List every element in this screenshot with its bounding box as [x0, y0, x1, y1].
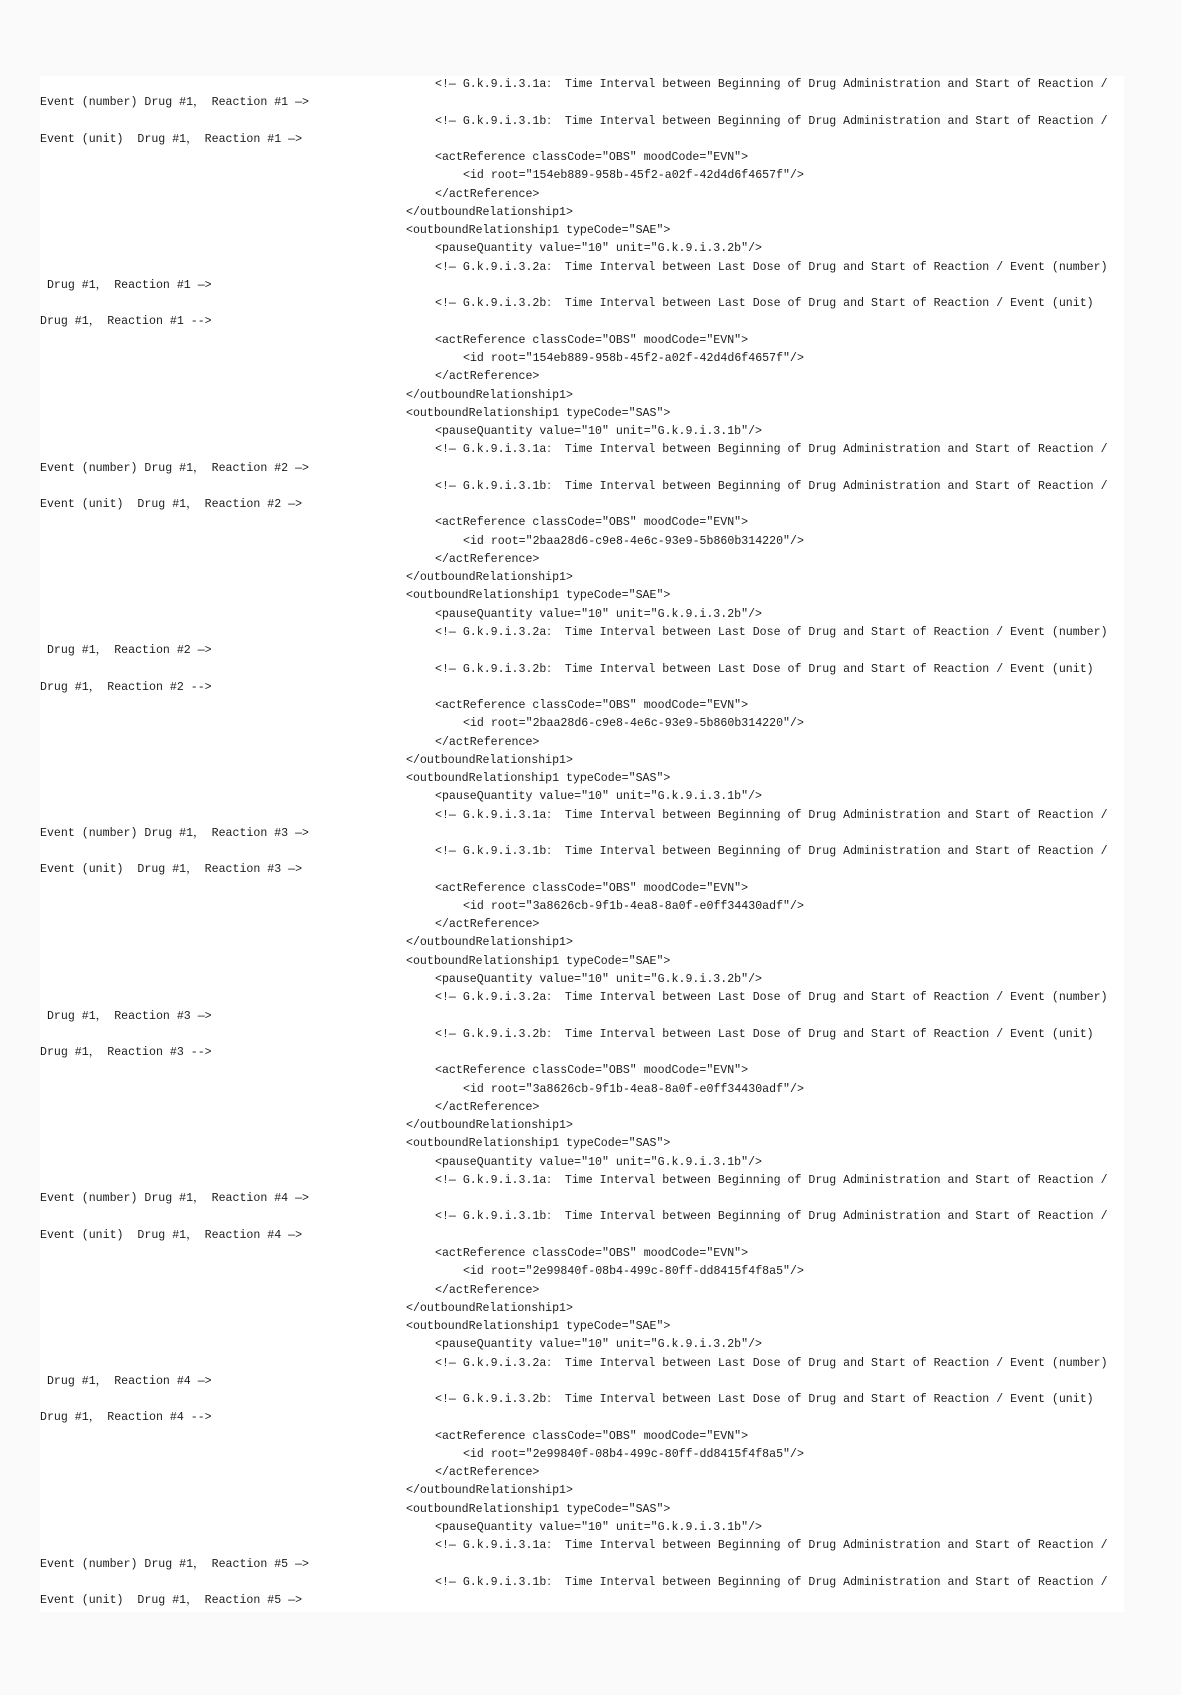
xml-code-text: </outboundRelationship1>	[406, 753, 573, 767]
code-line	[40, 1081, 1124, 1099]
xml-code-text: <!— G.k.9.i.3.2a： Time Interval between Last Dose of Drug and Start of Reaction / Event (number)	[435, 1356, 1108, 1370]
xml-code-text: <outboundRelationship1 typeCode="SAE">	[406, 224, 671, 238]
xml-code-text: <pauseQuantity value="10" unit="G.k.9.i.3.1b"/>	[435, 790, 762, 804]
xml-code-text: <!— G.k.9.i.3.1a： Time Interval between Beginning of Drug Administration and Start of Reaction /	[435, 443, 1108, 457]
xml-code-text: <id root="154eb889-958b-45f2-a02f-42d4d6f4657f"/>	[463, 351, 804, 365]
code-line	[40, 642, 1124, 660]
code-line	[40, 222, 1124, 240]
xml-code-text: <actReference classCode="OBS" moodCode="EVN">	[435, 516, 749, 530]
xml-code-text: </actReference>	[435, 1100, 540, 1114]
xml-code-text: <outboundRelationship1 typeCode="SAS">	[406, 772, 671, 786]
code-line	[40, 295, 1124, 313]
code-line	[40, 1208, 1124, 1226]
xml-code-text: <outboundRelationship1 typeCode="SAS">	[406, 1137, 671, 1151]
xml-code-text: <id root="2e99840f-08b4-499c-80ff-dd8415f4f8a5"/>	[463, 1447, 804, 1461]
xml-code-text: <id root="3a8626cb-9f1b-4ea8-8a0f-e0ff34430adf"/>	[463, 1082, 804, 1096]
xml-code-text: </outboundRelationship1>	[406, 1119, 573, 1133]
code-line	[40, 1135, 1124, 1153]
code-line	[40, 569, 1124, 587]
code-line	[40, 149, 1124, 167]
code-line	[40, 898, 1124, 916]
xml-code-text: <!— G.k.9.i.3.1a： Time Interval between Beginning of Drug Administration and Start of Reaction /	[435, 808, 1108, 822]
code-line	[40, 460, 1124, 478]
code-line	[40, 1501, 1124, 1519]
xml-code-text: <!— G.k.9.i.3.2a： Time Interval between Last Dose of Drug and Start of Reaction / Event (number)	[435, 625, 1108, 639]
xml-code-text: </actReference>	[435, 918, 540, 932]
code-line	[40, 204, 1124, 222]
code-line	[40, 496, 1124, 514]
xml-code-text: <outboundRelationship1 typeCode="SAS">	[406, 406, 671, 420]
xml-code-text: </actReference>	[435, 370, 540, 384]
code-line	[40, 1008, 1124, 1026]
xml-code-text: <!— G.k.9.i.3.1b： Time Interval between Beginning of Drug Administration and Start of Reaction /	[435, 1575, 1108, 1589]
wrapped-comment-continuation: Event (number) Drug #1， Reaction #4 —>	[40, 1192, 310, 1206]
wrapped-comment-continuation: Drug #1， Reaction #2 -->	[40, 680, 212, 694]
code-line	[40, 1062, 1124, 1080]
xml-code-text: <outboundRelationship1 typeCode="SAS">	[406, 1502, 671, 1516]
code-line	[40, 934, 1124, 952]
xml-code-text: <pauseQuantity value="10" unit="G.k.9.i.3.1b"/>	[435, 425, 762, 439]
xml-code-text: </actReference>	[435, 187, 540, 201]
xml-code-text: <id root="3a8626cb-9f1b-4ea8-8a0f-e0ff34430adf"/>	[463, 899, 804, 913]
code-line	[40, 916, 1124, 934]
xml-code-text: <!— G.k.9.i.3.2a： Time Interval between Last Dose of Drug and Start of Reaction / Event (number)	[435, 991, 1108, 1005]
code-line	[40, 1373, 1124, 1391]
xml-code-text: </actReference>	[435, 552, 540, 566]
code-line	[40, 1282, 1124, 1300]
code-line	[40, 1117, 1124, 1135]
xml-code-text: <!— G.k.9.i.3.1a： Time Interval between Beginning of Drug Administration and Start of Reaction /	[435, 1173, 1108, 1187]
code-line	[40, 587, 1124, 605]
xml-code-text: </outboundRelationship1>	[406, 1301, 573, 1315]
code-line	[40, 1099, 1124, 1117]
wrapped-comment-continuation: Event (unit) Drug #1， Reaction #5 —>	[40, 1594, 303, 1608]
xml-code-text: <actReference classCode="OBS" moodCode="EVN">	[435, 881, 749, 895]
code-listing	[40, 76, 1124, 1610]
xml-code-text: </outboundRelationship1>	[406, 936, 573, 950]
document-page	[40, 76, 1124, 1612]
xml-code-text: <actReference classCode="OBS" moodCode="EVN">	[435, 333, 749, 347]
code-line	[40, 551, 1124, 569]
code-line	[40, 94, 1124, 112]
xml-code-text: </actReference>	[435, 1466, 540, 1480]
xml-code-text: <!— G.k.9.i.3.1a： Time Interval between Beginning of Drug Administration and Start of Reaction /	[435, 78, 1108, 91]
xml-code-text: <actReference classCode="OBS" moodCode="EVN">	[435, 699, 749, 713]
wrapped-comment-continuation: Event (unit) Drug #1， Reaction #1 —>	[40, 132, 303, 146]
xml-code-text: <!— G.k.9.i.3.1b： Time Interval between Beginning of Drug Administration and Start of Reaction /	[435, 845, 1108, 859]
code-line	[40, 1026, 1124, 1044]
xml-code-text: </outboundRelationship1>	[406, 388, 573, 402]
xml-code-text: <id root="2baa28d6-c9e8-4e6c-93e9-5b860b314220"/>	[463, 534, 804, 548]
code-line	[40, 332, 1124, 350]
code-line	[40, 1446, 1124, 1464]
code-line	[40, 624, 1124, 642]
code-line	[40, 861, 1124, 879]
wrapped-comment-continuation: Event (number) Drug #1， Reaction #2 —>	[40, 461, 310, 475]
xml-code-text: <outboundRelationship1 typeCode="SAE">	[406, 954, 671, 968]
xml-code-text: <!— G.k.9.i.3.1b： Time Interval between Beginning of Drug Administration and Start of Reaction /	[435, 479, 1108, 493]
xml-code-text: <actReference classCode="OBS" moodCode="EVN">	[435, 1429, 749, 1443]
code-line	[40, 880, 1124, 898]
code-line	[40, 387, 1124, 405]
wrapped-comment-continuation: Drug #1， Reaction #3 -->	[40, 1046, 212, 1060]
code-line	[40, 661, 1124, 679]
xml-code-text: <id root="154eb889-958b-45f2-a02f-42d4d6f4657f"/>	[463, 169, 804, 183]
wrapped-comment-continuation: Event (unit) Drug #1， Reaction #4 —>	[40, 1228, 303, 1242]
code-line	[40, 807, 1124, 825]
wrapped-comment-continuation: Event (unit) Drug #1， Reaction #3 —>	[40, 863, 303, 877]
code-line	[40, 277, 1124, 295]
xml-code-text: <pauseQuantity value="10" unit="G.k.9.i.3.2b"/>	[435, 973, 762, 987]
xml-code-text: <!— G.k.9.i.3.1a： Time Interval between Beginning of Drug Administration and Start of Reaction /	[435, 1539, 1108, 1553]
xml-code-text: <!— G.k.9.i.3.2a： Time Interval between Last Dose of Drug and Start of Reaction / Event (number)	[435, 260, 1108, 274]
xml-code-text: <pauseQuantity value="10" unit="G.k.9.i.3.2b"/>	[435, 1338, 762, 1352]
xml-code-text: <pauseQuantity value="10" unit="G.k.9.i.3.2b"/>	[435, 242, 762, 256]
code-line	[40, 313, 1124, 331]
code-line	[40, 259, 1124, 277]
wrapped-comment-continuation: Drug #1， Reaction #4 -->	[40, 1411, 212, 1425]
code-line	[40, 167, 1124, 185]
xml-code-text: <!— G.k.9.i.3.2b： Time Interval between Last Dose of Drug and Start of Reaction / Event (unit)	[435, 1393, 1094, 1407]
xml-code-text: <actReference classCode="OBS" moodCode="EVN">	[435, 1064, 749, 1078]
code-line	[40, 514, 1124, 532]
xml-code-text: </outboundRelationship1>	[406, 1484, 573, 1498]
xml-code-text: </actReference>	[435, 735, 540, 749]
code-line	[40, 1227, 1124, 1245]
wrapped-comment-continuation: Drug #1， Reaction #1 —>	[40, 278, 212, 292]
xml-code-text: <actReference classCode="OBS" moodCode="EVN">	[435, 1247, 749, 1260]
code-line	[40, 825, 1124, 843]
xml-code-text: <!— G.k.9.i.3.1b： Time Interval between Beginning of Drug Administration and Start of Reaction /	[435, 114, 1108, 128]
wrapped-comment-continuation: Drug #1， Reaction #4 —>	[40, 1374, 212, 1388]
code-line	[40, 1336, 1124, 1354]
xml-code-text: <pauseQuantity value="10" unit="G.k.9.i.3.1b"/>	[435, 1520, 762, 1534]
xml-code-text: <!— G.k.9.i.3.2b： Time Interval between Last Dose of Drug and Start of Reaction / Event (unit)	[435, 297, 1094, 311]
code-line	[40, 1318, 1124, 1336]
code-line	[40, 734, 1124, 752]
wrapped-comment-continuation: Drug #1， Reaction #2 —>	[40, 644, 212, 658]
code-line	[40, 843, 1124, 861]
code-line	[40, 715, 1124, 733]
wrapped-comment-continuation: Event (number) Drug #1， Reaction #5 —>	[40, 1557, 310, 1571]
code-line	[40, 1300, 1124, 1318]
code-line	[40, 1154, 1124, 1172]
xml-code-text: </actReference>	[435, 1283, 540, 1297]
wrapped-comment-continuation: Event (number) Drug #1， Reaction #1 —>	[40, 96, 310, 110]
code-line	[40, 1464, 1124, 1482]
xml-code-text: <pauseQuantity value="10" unit="G.k.9.i.3.2b"/>	[435, 607, 762, 621]
wrapped-comment-continuation: Event (number) Drug #1， Reaction #3 —>	[40, 826, 310, 840]
code-line	[40, 76, 1124, 94]
xml-code-text: </outboundRelationship1>	[406, 571, 573, 585]
xml-code-text: <outboundRelationship1 typeCode="SAE">	[406, 589, 671, 603]
xml-code-text: <!— G.k.9.i.3.2b： Time Interval between Last Dose of Drug and Start of Reaction / Event (unit)	[435, 662, 1094, 676]
code-line	[40, 1482, 1124, 1500]
code-line	[40, 350, 1124, 368]
code-line	[40, 697, 1124, 715]
code-line	[40, 441, 1124, 459]
code-line	[40, 405, 1124, 423]
xml-code-text: <outboundRelationship1 typeCode="SAE">	[406, 1320, 671, 1334]
code-line	[40, 240, 1124, 258]
xml-code-text: <id root="2e99840f-08b4-499c-80ff-dd8415f4f8a5"/>	[463, 1265, 804, 1279]
code-line	[40, 1409, 1124, 1427]
code-line	[40, 368, 1124, 386]
code-line	[40, 1556, 1124, 1574]
code-line	[40, 113, 1124, 131]
code-line	[40, 679, 1124, 697]
code-line	[40, 788, 1124, 806]
code-line	[40, 752, 1124, 770]
code-line	[40, 131, 1124, 149]
xml-code-text: <id root="2baa28d6-c9e8-4e6c-93e9-5b860b314220"/>	[463, 717, 804, 731]
wrapped-comment-continuation: Drug #1， Reaction #3 —>	[40, 1009, 212, 1023]
code-line	[40, 1172, 1124, 1190]
code-line	[40, 1574, 1124, 1592]
xml-code-text: </outboundRelationship1>	[406, 205, 573, 219]
code-line	[40, 1245, 1124, 1263]
code-line	[40, 1537, 1124, 1555]
code-line	[40, 770, 1124, 788]
code-line	[40, 606, 1124, 624]
code-line	[40, 478, 1124, 496]
code-line	[40, 1044, 1124, 1062]
code-line	[40, 1263, 1124, 1281]
code-line	[40, 1428, 1124, 1446]
wrapped-comment-continuation: Event (unit) Drug #1， Reaction #2 —>	[40, 498, 303, 512]
code-line	[40, 1519, 1124, 1537]
code-line	[40, 989, 1124, 1007]
xml-code-text: <pauseQuantity value="10" unit="G.k.9.i.3.1b"/>	[435, 1155, 762, 1169]
xml-code-text: <!— G.k.9.i.3.1b： Time Interval between Beginning of Drug Administration and Start of Reaction /	[435, 1210, 1108, 1224]
code-line	[40, 186, 1124, 204]
code-line	[40, 423, 1124, 441]
code-line	[40, 1190, 1124, 1208]
xml-code-text: <actReference classCode="OBS" moodCode="EVN">	[435, 151, 749, 165]
code-line	[40, 953, 1124, 971]
code-line	[40, 971, 1124, 989]
wrapped-comment-continuation: Drug #1， Reaction #1 -->	[40, 315, 212, 329]
code-line	[40, 1355, 1124, 1373]
code-line	[40, 1592, 1124, 1610]
code-line	[40, 1391, 1124, 1409]
code-line	[40, 533, 1124, 551]
xml-code-text: <!— G.k.9.i.3.2b： Time Interval between Last Dose of Drug and Start of Reaction / Event (unit)	[435, 1027, 1094, 1041]
